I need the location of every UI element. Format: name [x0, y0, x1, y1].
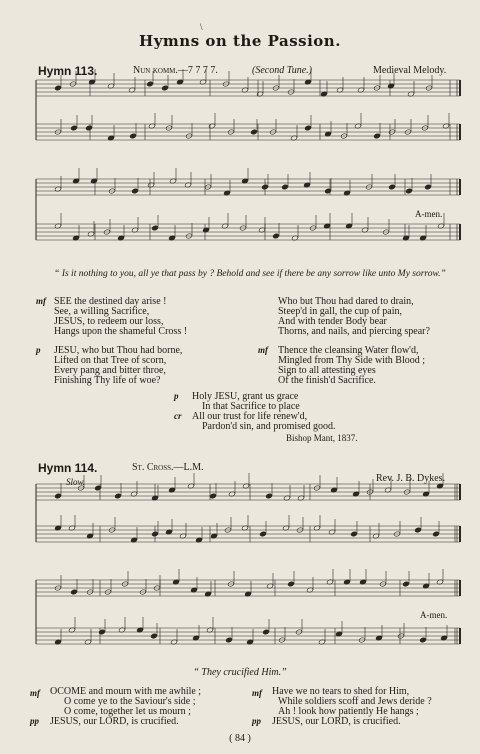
verse-line: JESUS, to redeem our loss, — [54, 316, 164, 327]
verse-line: Holy JESU, grant us grace — [192, 391, 299, 402]
hymn-113-attribution: Medieval Melody. — [373, 65, 447, 76]
verse-line: And with tender Body bear — [278, 316, 387, 327]
dynamic-marking: mf — [36, 296, 46, 306]
dynamic-marking: pp — [252, 716, 261, 726]
verse-line: Mingled from Thy Side with Blood ; — [278, 355, 426, 366]
hymn-114-epigraph: “ They crucified Him.” — [193, 667, 287, 678]
hymn-114-tune: St. Cross.—L.M. — [132, 462, 204, 473]
verse-line: Thence the cleansing Water flow'd, — [278, 345, 419, 356]
hymn-114-number: Hymn 114. — [38, 461, 98, 475]
verse-line: Thorns, and nails, and piercing spear? — [278, 326, 430, 337]
hymn-113-number: Hymn 113. — [38, 64, 98, 78]
dynamic-marking: p — [36, 345, 41, 355]
verse-line: JESU, who but Thou had borne, — [54, 345, 183, 356]
verse-line: OCOME and mourn with me awhile ; — [50, 686, 202, 697]
verse-line: Steep'd in gall, the cup of pain, — [278, 306, 402, 317]
page-title: Hymns on the Passion. — [139, 32, 341, 50]
hymn-114-attribution: Rev. J. B. Dykes. — [376, 473, 446, 484]
verse-line: See, a willing Sacrifice, — [54, 306, 150, 317]
verse-line: O come, together let us mourn ; — [64, 706, 191, 717]
verse-line: Ah ! look how patiently He hangs ; — [278, 706, 419, 717]
dynamic-marking: mf — [252, 688, 262, 698]
hymn-113-tune: Nun komm.—7 7 7 7. — [133, 65, 218, 76]
verse-line: While soldiers scoff and Jews deride ? — [278, 696, 432, 707]
dynamic-marking: cr — [174, 411, 182, 421]
verse-line: SEE the destined day arise ! — [54, 296, 167, 307]
verse-line: All our trust for life renew'd, — [192, 411, 308, 422]
hymn-113-epigraph: “ Is it nothing to you, all ye that pass by ? Behold and see if there be any sorrow like unto My sorrow.” — [54, 269, 446, 279]
verse-line: JESUS, our LORD, is crucified. — [272, 716, 401, 727]
verse-line: O come ye to the Saviour's side ; — [64, 696, 196, 707]
hymn-114-amen: A-men. — [420, 610, 448, 620]
verse-line: Lifted on that Tree of scorn, — [54, 355, 167, 366]
hymn-114-tempo: Slow. — [66, 477, 86, 487]
verse-line: In that Sacrifice to place — [202, 401, 300, 412]
verse-line: Have we no tears to shed for Him, — [272, 686, 410, 697]
dynamic-marking: mf — [30, 688, 40, 698]
hymn-113-tune-note: (Second Tune.) — [252, 65, 312, 76]
stray-mark: \ — [200, 22, 203, 32]
dynamic-marking: mf — [258, 345, 268, 355]
verse-line: Sign to all attesting eyes — [278, 365, 376, 376]
verse-line: Finishing Thy life of woe? — [54, 375, 161, 386]
verse-line: JESUS, our LORD, is crucified. — [50, 716, 179, 727]
hymn-113-author: Bishop Mant, 1837. — [286, 433, 358, 443]
verse-line: Who but Thou had dared to drain, — [278, 296, 414, 307]
verse-line: Pardon'd sin, and promised good. — [202, 421, 336, 432]
hymn-113-amen: A-men. — [415, 209, 443, 219]
dynamic-marking: p — [174, 391, 179, 401]
dynamic-marking: pp — [30, 716, 39, 726]
verse-line: Hangs upon the shameful Cross ! — [54, 326, 188, 337]
page-number: ( 84 ) — [229, 733, 251, 744]
verse-line: Every pang and bitter throe, — [54, 365, 166, 376]
verse-line: Of the finish'd Sacrifice. — [278, 375, 376, 386]
